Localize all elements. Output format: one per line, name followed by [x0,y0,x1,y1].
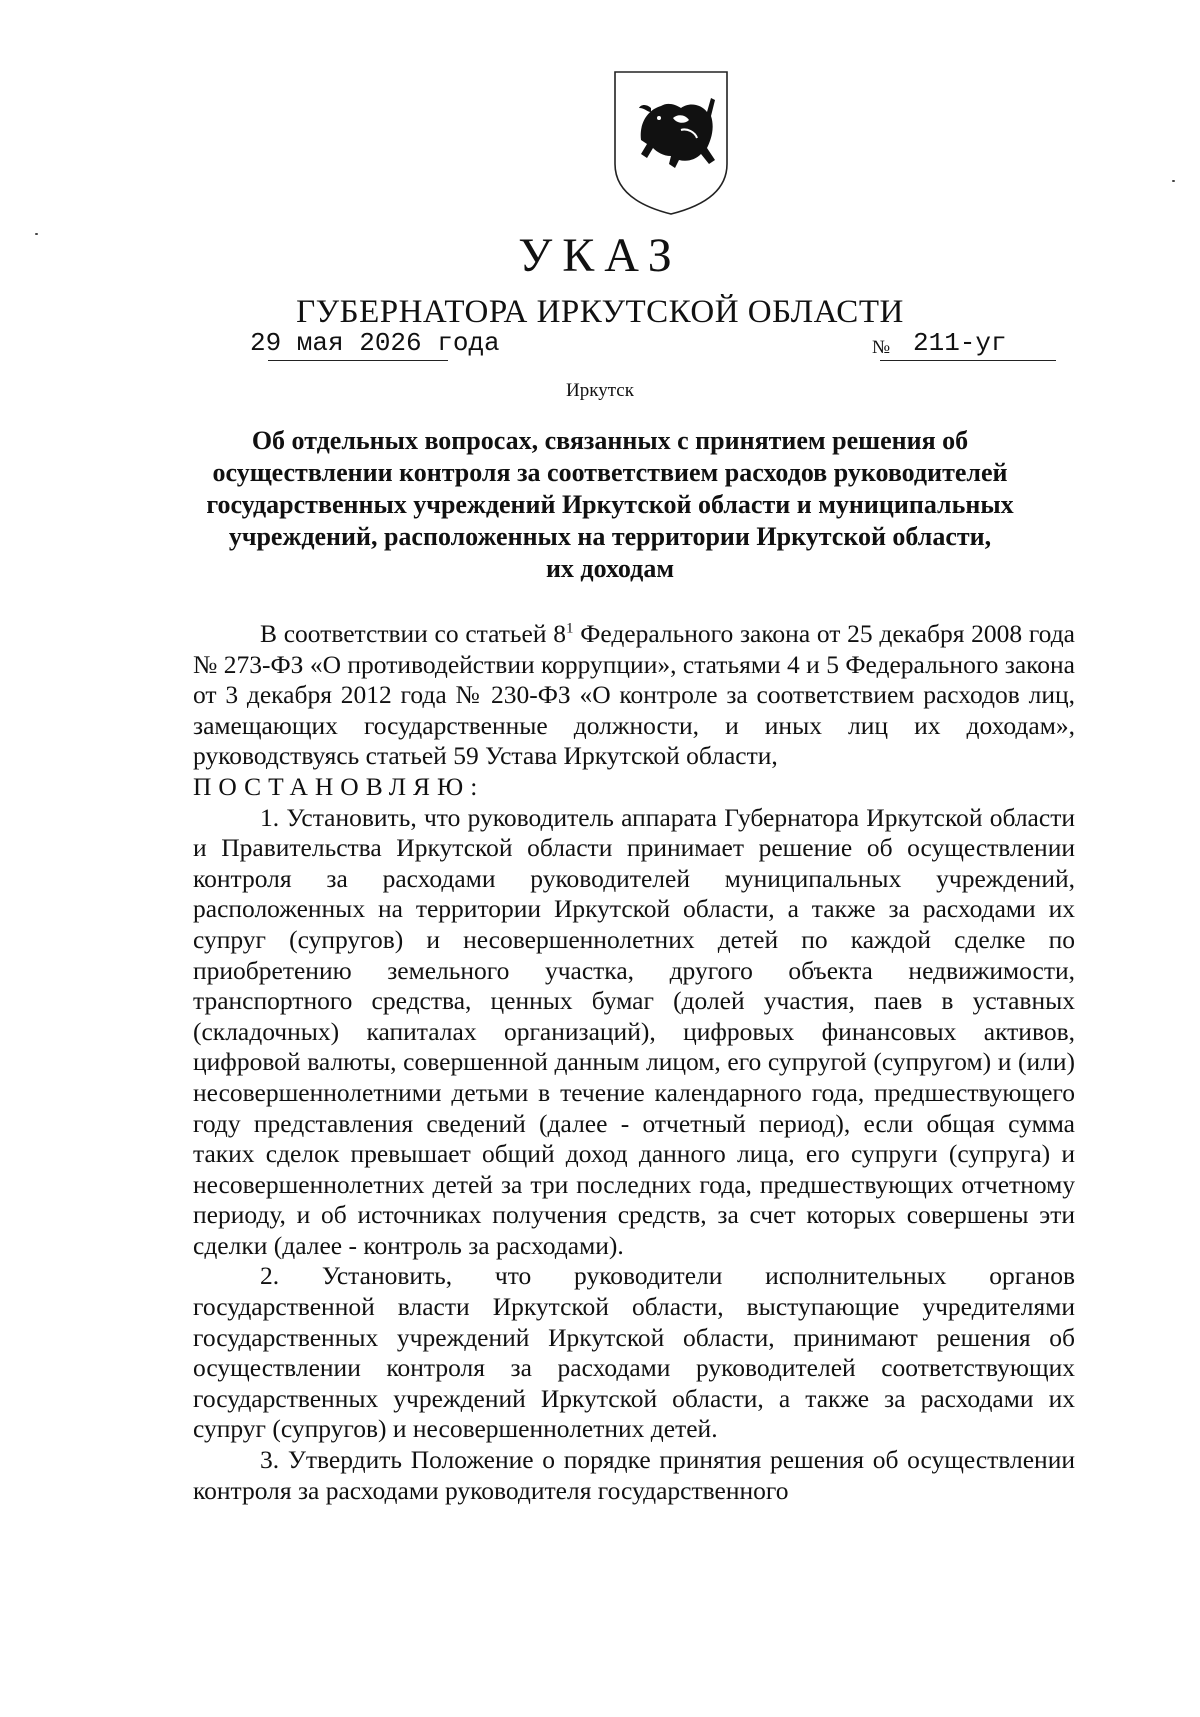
heading-line: Об отдельных вопросах, связанных с принятием решения об [251,426,969,455]
document-number: 211-уг [913,328,1007,358]
date-underline [268,360,448,361]
resolve-word: ПОСТАНОВЛЯЮ: [193,771,485,801]
preamble-paragraph [193,619,1075,772]
document-type-title: УКАЗ [518,229,682,282]
clause-paragraph: 1. Установить, что руководитель аппарата Губернатора Иркутской области и Правительства Иркутской области принимает решение об осуществлении контроля за расходами руководителей муниципальных учреждений, расположенных на территории Иркутской области, а также за расходами их супруг (супругов) и несовершеннолетних детей по каждой сделке по приобретению земельного участка, другого объекта недвижимости, транспортного средства, ценных бумаг (долей участия, паев в уставных (складочных) капиталах организаций), цифровых финансовых активов, цифровой валюты, совершенной данным лицом, его супругой (супругом) и (или) несовершеннолетними детьми в течение календарного года, предшествующего году представления сведений (далее - отчетный период), если общая сумма таких сделок превышает общий доход данного лица, его супруги (супруга) и несовершеннолетних детей за три последних года, предшествующих отчетному периоду, и об источниках получения средств, за счет которых совершены эти сделки (далее - контроль за расходами). [193,802,1075,1260]
city-name: Иркутск [566,380,634,401]
heading-line: учреждений, расположенных на территории Иркутской области, [228,522,992,551]
document-date: 29 мая 2026 года [250,328,500,358]
heading-line: государственных учреждений Иркутской области и муниципальных [206,490,1014,519]
issuer-title: ГУБЕРНАТОРА ИРКУТСКОЙ ОБЛАСТИ [296,294,904,330]
clause-paragraph: 2. Установить, что руководители исполнительных органов государственной власти Иркутской области, выступающие учредителями государственных учреждений Иркутской области, принимают решения об осуществлении контроля за расходами руководителей соответствующих государственных учреждений Иркутской области, а также за расходами их супруг (супругов) и несовершеннолетних детей. [193,1261,1075,1444]
resolve-paragraph [193,772,1075,803]
document-heading [170,425,1050,585]
article-superscript: 1 [565,620,574,637]
scan-speck [35,233,38,235]
preamble-text: В соответствии со статьей 8 [260,619,566,648]
babr-icon [611,68,731,218]
number-underline [880,360,1056,361]
coat-of-arms-emblem [611,68,731,218]
document-body [193,619,1075,1506]
scan-speck [1172,180,1175,182]
preamble-text: Федерального закона от 25 декабря 2008 года № 273-ФЗ «О противодействии коррупции», статьями 4 и 5 Федерального закона от 3 декабря 2012 года № 230-ФЗ «О контроле за соответствием расходов лиц, замещающих государственные должности, и иных лиц их доходам», руководствуясь статьей 59 Устава Иркутской области, [193,619,1075,771]
heading-line: их доходам [545,554,675,583]
number-sign: № [872,337,891,358]
clause-paragraph: 3. Утвердить Положение о порядке принятия решения об осуществлении контроля за расходами руководителя государственного [193,1445,1075,1505]
heading-line: осуществлении контроля за соответствием расходов руководителей [212,458,1008,487]
